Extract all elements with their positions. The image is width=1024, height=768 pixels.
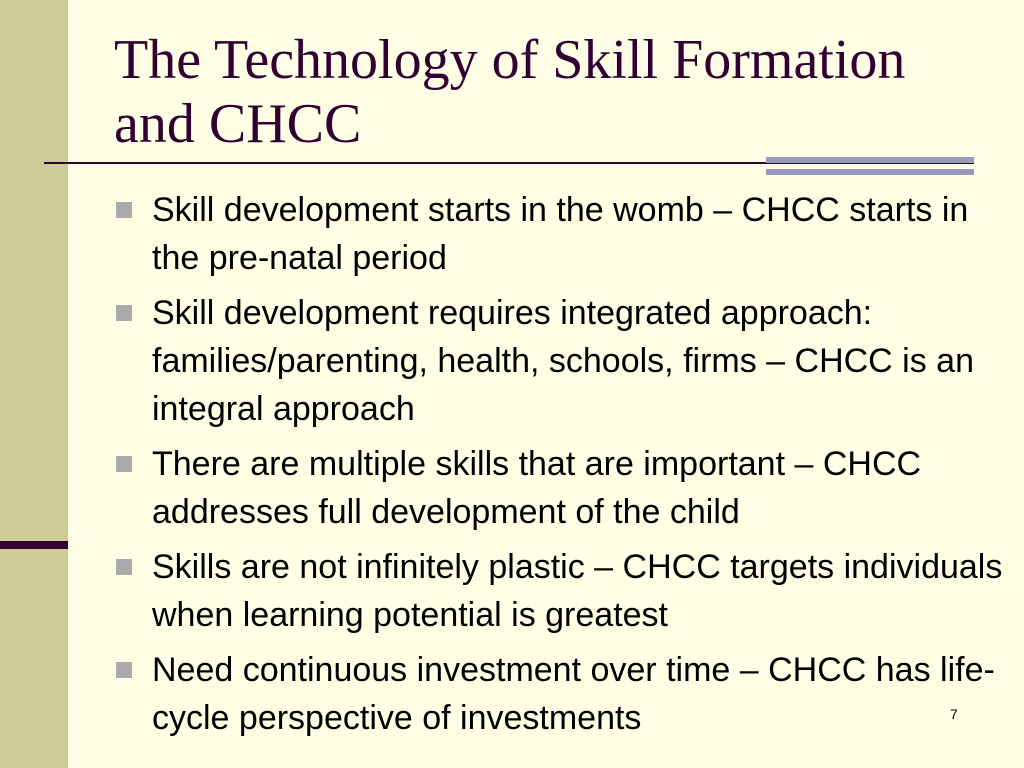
bullet-item xyxy=(114,646,1004,742)
divider-accent-bar xyxy=(766,157,974,163)
bullet-text: There are multiple skills that are important – CHCC addresses full development of the child xyxy=(152,445,922,531)
slide-number: 7 xyxy=(950,706,958,722)
square-bullet-icon xyxy=(116,456,132,472)
square-bullet-icon xyxy=(116,662,132,678)
square-bullet-icon xyxy=(116,202,132,218)
square-bullet-icon xyxy=(116,305,132,321)
bullet-item xyxy=(114,289,1004,433)
bullet-text: Need continuous investment over time – CHCC has life-cycle perspective of investments xyxy=(152,651,995,737)
title-divider-accent xyxy=(766,157,974,177)
bullet-list xyxy=(114,186,1004,749)
bullet-item xyxy=(114,186,1004,282)
left-accent-stripe xyxy=(0,541,68,549)
slide-title: The Technology of Skill Formation and CHCC xyxy=(114,29,906,155)
square-bullet-icon xyxy=(116,559,132,575)
divider-accent-bar xyxy=(766,169,974,175)
left-decor-bar xyxy=(0,0,68,768)
bullet-item xyxy=(114,440,1004,536)
bullet-item xyxy=(114,543,1004,639)
bullet-text: Skill development requires integrated approach: families/parenting, health, schools, firms – CHCC is an integral approach xyxy=(152,294,974,428)
bullet-text: Skills are not infinitely plastic – CHCC targets individuals when learning potential is greatest xyxy=(152,548,1003,634)
bullet-text: Skill development starts in the womb – CHCC starts in the pre-natal period xyxy=(152,191,969,277)
